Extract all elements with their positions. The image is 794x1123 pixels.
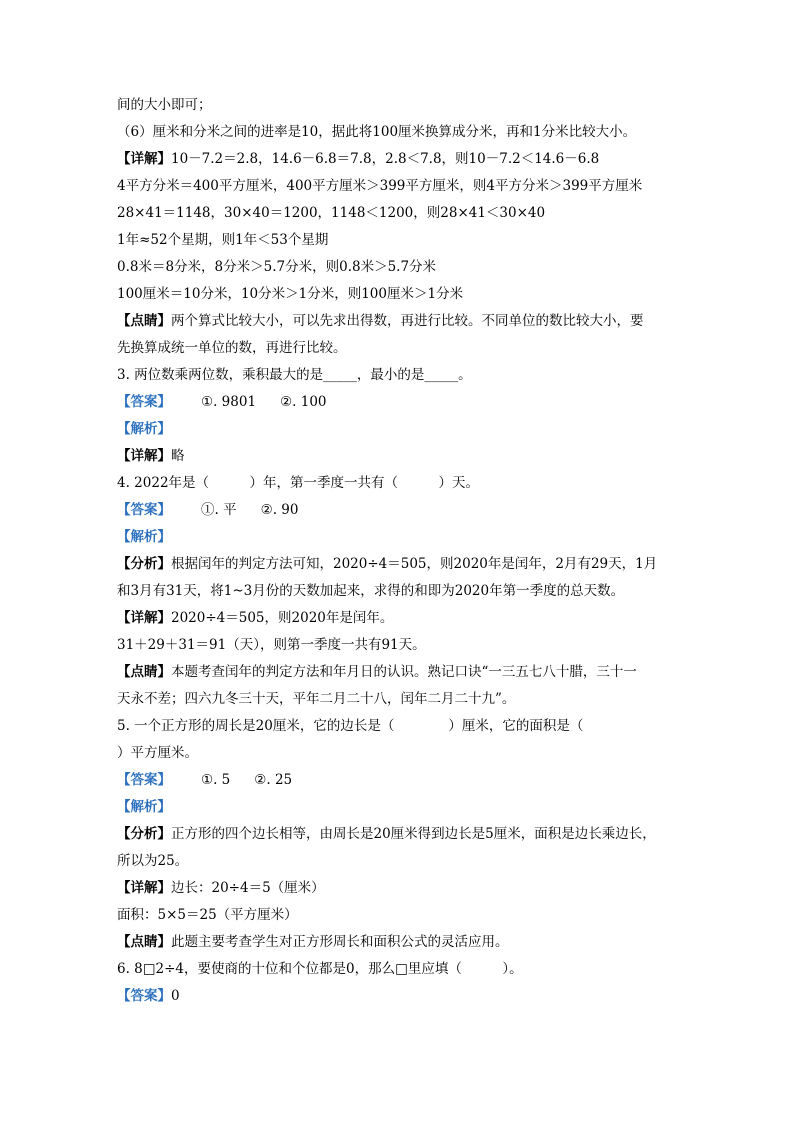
text-line — [117, 821, 687, 848]
text-line — [117, 200, 687, 227]
analysis-tag: 【解析】 — [117, 799, 171, 815]
text-line — [117, 848, 687, 875]
section-tag: 【详解】 — [117, 880, 171, 896]
answer-value-2: ②. 90 — [260, 502, 299, 518]
section-tag: 【详解】 — [117, 610, 171, 626]
line-text: 1年≈52个星期，则1年＜53个星期 — [117, 232, 329, 248]
text-line — [117, 983, 687, 1010]
line-text: 31＋29＋31＝91（天），则第一季度一共有91天。 — [117, 637, 426, 653]
line-text: 4. 2022年是（ ）年，第一季度一共有（ ）天。 — [117, 475, 480, 491]
section-tag: 【分析】 — [117, 826, 171, 842]
text-line — [117, 929, 687, 956]
section-tag: 【点睛】 — [117, 313, 171, 329]
line-text: 2020÷4＝505，则2020年是闰年。 — [171, 610, 394, 626]
line-text: 100厘米＝10分米，10分米＞1分米，则100厘米＞1分米 — [117, 286, 464, 302]
line-text: 边长：20÷4＝5（厘米） — [171, 880, 325, 896]
text-line — [117, 524, 687, 551]
line-text: 所以为25。 — [117, 853, 189, 869]
text-line — [117, 875, 687, 902]
text-line — [117, 389, 687, 416]
text-line — [117, 767, 687, 794]
line-text: 根据闰年的判定方法可知，2020÷4＝505，则2020年是闰年，2月有29天，1月 — [171, 556, 658, 572]
answer-value-1: ①. 9801 — [201, 394, 257, 410]
line-text: 28×41＝1148，30×40＝1200，1148＜1200，则28×41＜30×40 — [117, 205, 546, 221]
text-line — [117, 254, 687, 281]
text-line — [117, 173, 687, 200]
text-line — [117, 605, 687, 632]
text-line — [117, 92, 687, 119]
text-line — [117, 740, 687, 767]
line-text: 此题主要考查学生对正方形周长和面积公式的灵活应用。 — [171, 934, 509, 950]
section-tag: 【点睛】 — [117, 664, 171, 680]
answer-tag: 【答案】 — [117, 394, 171, 410]
text-line — [117, 227, 687, 254]
line-text: （6）厘米和分米之间的进率是10，据此将100厘米换算成分米，再和1分米比较大小。 — [117, 124, 637, 140]
line-text: 面积：5×5＝25（平方厘米） — [117, 907, 298, 923]
text-line — [117, 119, 687, 146]
text-line — [117, 632, 687, 659]
text-line — [117, 281, 687, 308]
line-text: 6. 8□2÷4，要使商的十位和个位都是0，那么□里应填（ ）。 — [117, 961, 523, 977]
text-line — [117, 443, 687, 470]
answer-tag: 【答案】 — [117, 502, 171, 518]
line-text: 两个算式比较大小，可以先求出得数，再进行比较。不同单位的数比较大小，要 — [171, 313, 644, 329]
line-text: 3. 两位数乘两位数，乘积最大的是_____，最小的是_____。 — [117, 367, 472, 383]
line-text: 10－7.2＝2.8，14.6－6.8＝7.8，2.8＜7.8，则10－7.2＜14.6－6.8 — [171, 151, 600, 167]
document-body — [117, 92, 687, 1010]
line-text: ）平方厘米。 — [117, 745, 198, 761]
section-tag: 【分析】 — [117, 556, 171, 572]
text-line — [117, 956, 687, 983]
answer-value-1: 0 — [171, 988, 180, 1004]
line-text: 略 — [171, 448, 185, 464]
text-line — [117, 902, 687, 929]
text-line — [117, 578, 687, 605]
text-line — [117, 146, 687, 173]
answer-tag: 【答案】 — [117, 772, 171, 788]
text-line — [117, 416, 687, 443]
text-line — [117, 497, 687, 524]
line-text: 正方形的四个边长相等，由周长是20厘米得到边长是5厘米，面积是边长乘边长， — [171, 826, 656, 842]
line-text: 5. 一个正方形的周长是20厘米，它的边长是（ ）厘米，它的面积是（ — [117, 718, 584, 734]
text-line — [117, 551, 687, 578]
text-line — [117, 686, 687, 713]
text-line — [117, 659, 687, 686]
section-tag: 【详解】 — [117, 151, 171, 167]
text-line — [117, 713, 687, 740]
answer-value-2: ②. 100 — [280, 394, 327, 410]
section-tag: 【详解】 — [117, 448, 171, 464]
analysis-tag: 【解析】 — [117, 421, 171, 437]
answer-tag: 【答案】 — [117, 988, 171, 1004]
text-line — [117, 308, 687, 335]
answer-value-2: ②. 25 — [254, 772, 293, 788]
line-text: 间的大小即可； — [117, 97, 212, 113]
line-text: 本题考查闰年的判定方法和年月日的认识。熟记口诀“一三五七八十腊，三十一 — [171, 664, 637, 680]
text-line — [117, 470, 687, 497]
text-line — [117, 362, 687, 389]
line-text: 先换算成统一单位的数，再进行比较。 — [117, 340, 347, 356]
line-text: 和3月有31天，将1~3月份的天数加起来，求得的和即为2020年第一季度的总天数。 — [117, 583, 625, 599]
text-line — [117, 794, 687, 821]
line-text: 0.8米＝8分米，8分米＞5.7分米，则0.8米＞5.7分米 — [117, 259, 437, 275]
text-line — [117, 335, 687, 362]
answer-value-1: ①. 5 — [201, 772, 231, 788]
analysis-tag: 【解析】 — [117, 529, 171, 545]
section-tag: 【点睛】 — [117, 934, 171, 950]
answer-value-1: ①. 平 — [201, 502, 237, 518]
line-text: 天永不差；四六九冬三十天，平年二月二十八，闰年二月二十九”。 — [117, 691, 516, 707]
line-text: 4平方分米＝400平方厘米，400平方厘米＞399平方厘米，则4平方分米＞399平方厘米 — [117, 178, 643, 194]
